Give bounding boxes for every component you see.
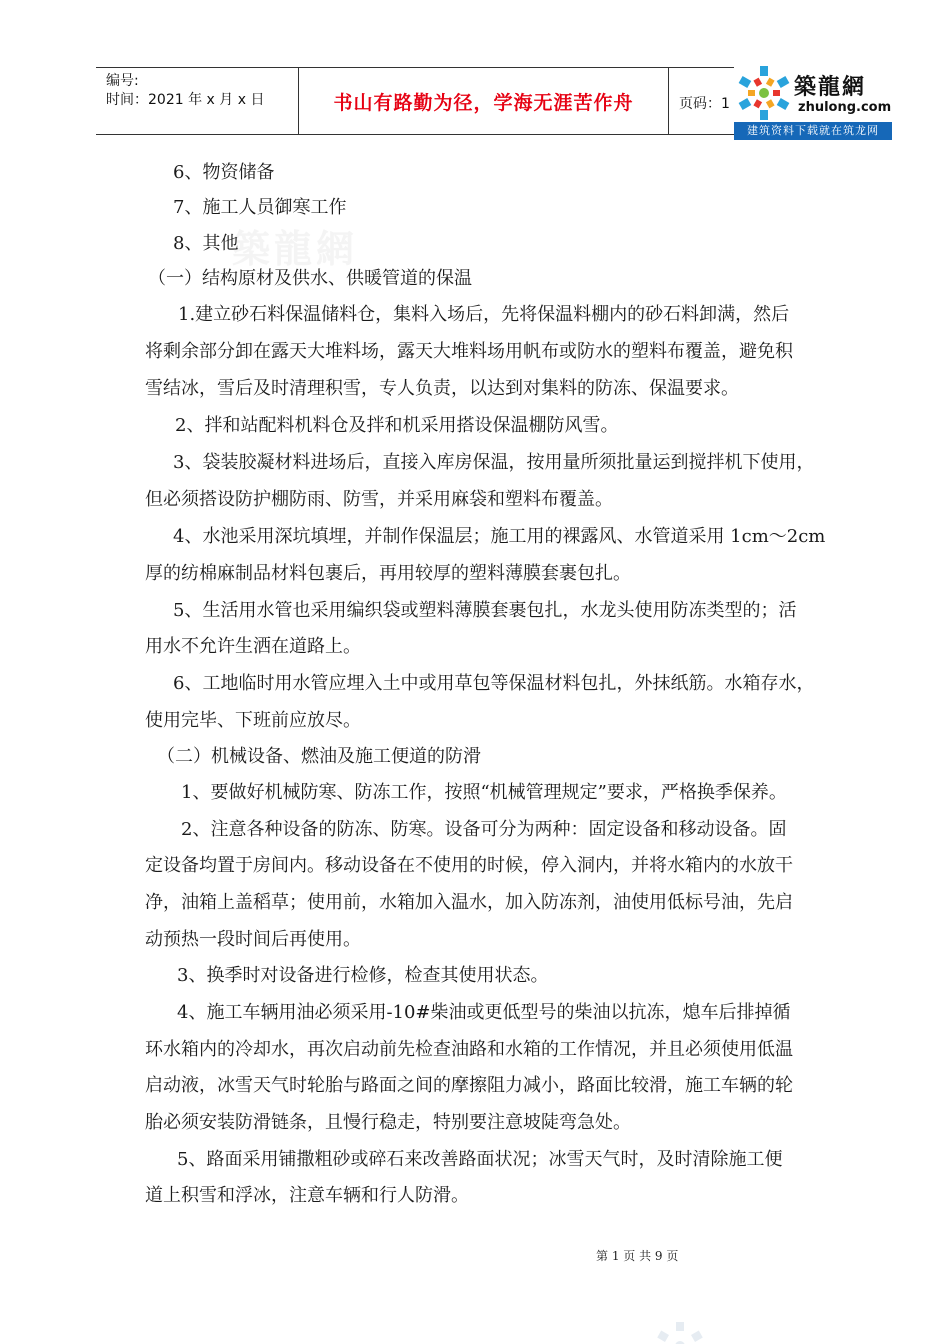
watermark-text: 築龍網 xyxy=(232,226,359,271)
body-line: 动预热一段时间后再使用。 xyxy=(145,929,361,950)
header-motto-cell xyxy=(299,68,669,134)
body-line: 4、施工车辆用油必须采用-10#柴油或更低型号的柴油以抗冻，熄车后排掉循 xyxy=(177,1002,791,1023)
body-line: 环水箱内的冷却水，再次启动前先检查油路和水箱的工作情况，并且必须使用低温 xyxy=(145,1039,793,1060)
body-line: 3、换季时对设备进行检修，检查其使用状态。 xyxy=(177,965,549,986)
body-line: 雪结冰，雪后及时清理积雪，专人负责，以达到对集料的防冻、保温要求。 xyxy=(145,378,739,399)
body-line: 但必须搭设防护棚防雨、防雪，并采用麻袋和塑料布覆盖。 xyxy=(145,489,613,510)
body-line: 8、其他 xyxy=(173,233,239,254)
body-line: 将剩余部分卸在露天大堆料场，露天大堆料场用帆布或防水的塑料布覆盖，避免积 xyxy=(145,341,793,362)
body-line: 1.建立砂石料保温储料仓，集料入场后，先将保温料棚内的砂石料卸满，然后 xyxy=(178,304,790,325)
body-line: 净，油箱上盖稻草；使用前，水箱加入温水，加入防冻剂，油使用低标号油，先启 xyxy=(145,892,793,913)
logo-domain: zhulong.com xyxy=(798,100,892,115)
body-line: 4、水池采用深坑填埋，并制作保温层；施工用的裸露风、水管道采用 1cm～2cm xyxy=(173,526,826,547)
body-line: 道上积雪和浮冰，注意车辆和行人防滑。 xyxy=(145,1185,469,1206)
body-line: 用水不允许生洒在道路上。 xyxy=(145,636,361,657)
body-line: 2、拌和站配料机料仓及拌和机采用搭设保温棚防风雪。 xyxy=(175,415,619,436)
logo-name-cn: 築龍網 xyxy=(794,74,867,100)
body-line: 6、物资储备 xyxy=(173,162,275,183)
logo-slogan-banner: 建筑资料下载就在筑龙网 xyxy=(734,122,892,140)
body-line: 胎必须安装防滑链条，且慢行稳走，特别要注意坡陡弯急处。 xyxy=(145,1112,631,1133)
section-heading: （二）机械设备、燃油及施工便道的防滑 xyxy=(157,746,481,767)
body-line: 定设备均置于房间内。移动设备在不使用的时候，停入洞内，并将水箱内的水放干 xyxy=(145,855,793,876)
zhulong-logo xyxy=(734,64,892,142)
document-time-label: 时间：2021 年 x 月 x 日 xyxy=(106,92,265,108)
body-line: 3、袋装胶凝材料进场后，直接入库房保温，按用量所须批量运到搅拌机下使用， xyxy=(173,452,815,473)
body-line: 7、施工人员御寒工作 xyxy=(173,197,347,218)
body-line: 5、路面采用铺撒粗砂或碎石来改善路面状况；冰雪天气时，及时清除施工便 xyxy=(177,1149,783,1170)
section-heading: （一）结构原材及供水、供暖管道的保温 xyxy=(148,268,472,289)
body-line: 启动液，冰雪天气时轮胎与路面之间的摩擦阻力减小，路面比较滑，施工车辆的轮 xyxy=(145,1075,793,1096)
page-number-label: 页码：1 xyxy=(679,96,730,112)
corner-snowflake-icon xyxy=(645,1318,715,1344)
body-line: 1、要做好机械防寒、防冻工作，按照“机械管理规定”要求，严格换季保养。 xyxy=(181,782,787,803)
header-info-cell xyxy=(96,68,299,134)
page-footer: 第 1 页 共 9 页 xyxy=(596,1249,679,1263)
snowflake-logo-icon xyxy=(734,64,794,122)
header-motto: 书山有路勤为径，学海无涯苦作舟 xyxy=(333,91,634,114)
body-line: 使用完毕、下班前应放尽。 xyxy=(145,710,361,731)
document-number-label: 编号: xyxy=(106,73,139,89)
body-line: 厚的纺棉麻制品材料包裹后，再用较厚的塑料薄膜套裹包扎。 xyxy=(145,563,631,584)
body-line: 2、注意各种设备的防冻、防寒。设备可分为两种：固定设备和移动设备。固 xyxy=(181,819,787,840)
body-line: 5、生活用水管也采用编织袋或塑料薄膜套裹包扎，水龙头使用防冻类型的；活 xyxy=(173,600,797,621)
body-line: 6、工地临时用水管应埋入土中或用草包等保温材料包扎，外抹纸筋。水箱存水， xyxy=(173,673,815,694)
